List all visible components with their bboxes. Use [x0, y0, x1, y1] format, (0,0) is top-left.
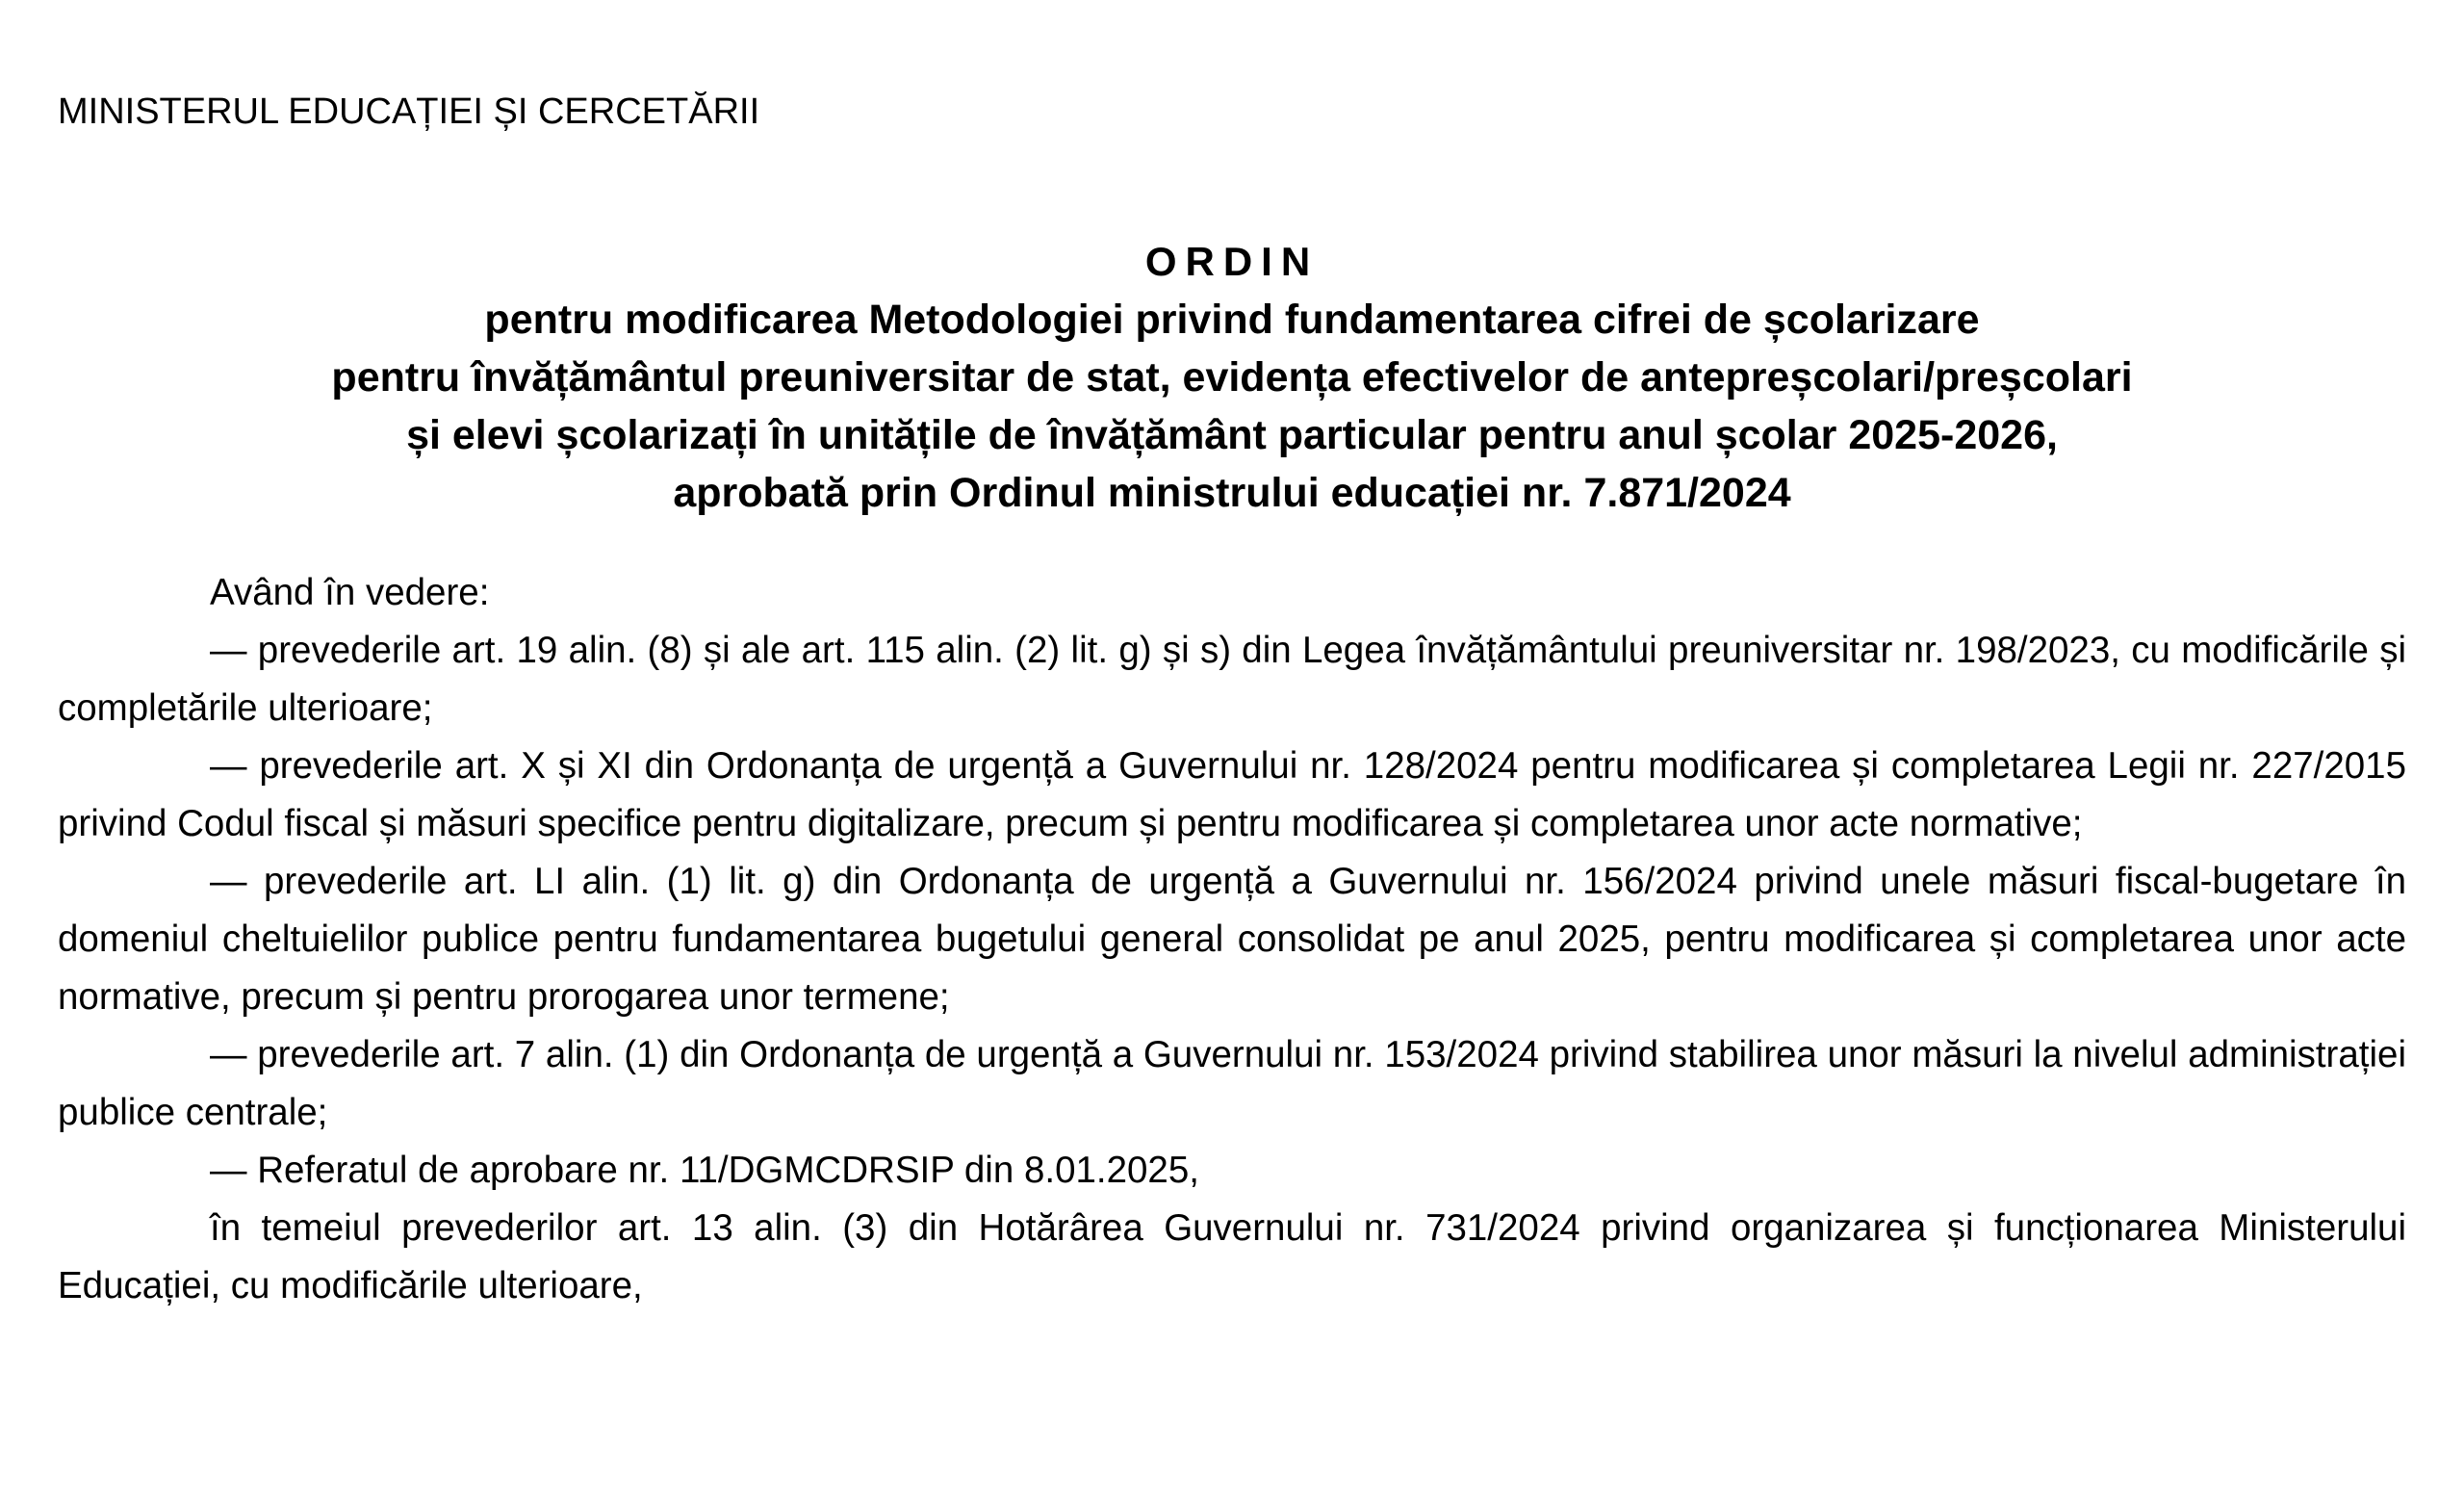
legal-basis-paragraph: — prevederile art. 7 alin. (1) din Ordonanța de urgență a Guvernului nr. 153/2024 privind stabilirea unor măsuri la nivelul administrației publice centrale; — [58, 1034, 2406, 1133]
legal-basis-paragraph: — Referatul de aprobare nr. 11/DGMCDRSIP din 8.01.2025, — [210, 1150, 1199, 1191]
subtitle-line: și elevi școlarizați în unitățile de învățământ particular pentru anul școlar 2025-2026, — [406, 412, 2058, 458]
intro-paragraph: Având în vedere: — [210, 572, 490, 613]
legal-basis-paragraph: în temeiul prevederilor art. 13 alin. (3) din Hotărârea Guvernului nr. 731/2024 privind organizarea și funcționarea Ministerului Educației, cu modificările ulterioare, — [58, 1207, 2406, 1306]
order-body — [58, 564, 2406, 1315]
ministry-name: MINISTERUL EDUCAȚIEI ȘI CERCETĂRII — [58, 91, 760, 132]
document-page — [58, 85, 2406, 1315]
legal-basis-paragraph: — prevederile art. LI alin. (1) lit. g) din Ordonanța de urgență a Guvernului nr. 156/2024 privind unele măsuri fiscal-bugetare în domeniul cheltuielilor publice pentru fundamentarea bugetului general consolidat pe anul 2025, pentru modificarea și completarea unor acte normative, precum și pentru prorogarea unor termene; — [58, 861, 2406, 1018]
legal-basis-paragraph: — prevederile art. 19 alin. (8) și ale art. 115 alin. (2) lit. g) și s) din Legea învățământului preuniversitar nr. 198/2023, cu modificările și completările ulterioare; — [58, 630, 2406, 729]
subtitle-line: aprobată prin Ordinul ministrului educației nr. 7.871/2024 — [673, 470, 1791, 516]
subtitle-line: pentru învățământul preuniversitar de stat, evidența efectivelor de antepreșcolari/preșcolari — [331, 354, 2133, 401]
subtitle-line: pentru modificarea Metodologiei privind fundamentarea cifrei de școlarizare — [484, 297, 1980, 343]
order-subtitle — [58, 291, 2406, 522]
legal-basis-paragraph: — prevederile art. X și XI din Ordonanța de urgență a Guvernului nr. 128/2024 pentru modificarea și completarea Legii nr. 227/2015 privind Codul fiscal și măsuri specifice pentru digitalizare, precum și pentru modificarea și completarea unor acte normative; — [58, 745, 2406, 844]
order-heading: ORDIN — [1144, 239, 1320, 284]
